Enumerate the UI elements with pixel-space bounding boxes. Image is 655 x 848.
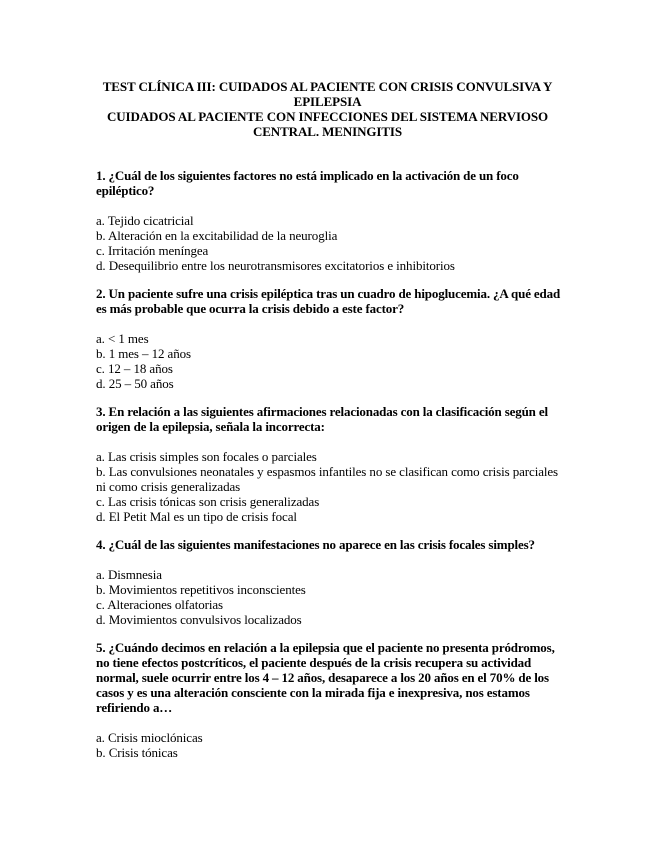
question-3-options [96, 449, 566, 524]
question-4 [96, 537, 566, 627]
option-a: a. Crisis mioclónicas [96, 730, 203, 745]
option-b: b. Alteración en la excitabilidad de la neuroglia [96, 228, 338, 243]
question-3 [96, 404, 566, 524]
option-c: c. Alteraciones olfatorias [96, 597, 223, 612]
option-b: b. Crisis tónicas [96, 745, 178, 760]
title-line-1: TEST CLÍNICA III: CUIDADOS AL PACIENTE CON CRISIS CONVULSIVA Y EPILEPSIA [102, 79, 553, 109]
question-4-options [96, 567, 566, 627]
document-title [96, 79, 559, 139]
option-c: c. Irritación meníngea [96, 243, 209, 258]
question-5-text: 5. ¿Cuándo decimos en relación a la epilepsia que el paciente no presenta pródromos, no tiene efectos postcríticos, el paciente después de la crisis recupera su actividad normal, suele ocurrir entre los 4 – 12 años, desaparece a los 20 años en el 70% de los casos y es una alteración consciente con la mirada fija e inexpresiva, nos estamos refiriendo a… [96, 640, 555, 715]
option-b: b. Las convulsiones neonatales y espasmos infantiles no se clasifican como crisis parciales ni como crisis generalizadas [96, 464, 559, 494]
option-a: a. Las crisis simples son focales o parciales [96, 449, 317, 464]
option-a: a. Dismnesia [96, 567, 162, 582]
question-5 [96, 640, 566, 760]
option-c: c. 12 – 18 años [96, 361, 173, 376]
question-2 [96, 286, 566, 391]
question-2-options [96, 331, 566, 391]
option-d: d. Desequilibrio entre los neurotransmisores excitatorios e inhibitorios [96, 258, 455, 273]
option-c: c. Las crisis tónicas son crisis generalizadas [96, 494, 320, 509]
option-a: a. < 1 mes [96, 331, 149, 346]
option-d: d. El Petit Mal es un tipo de crisis focal [96, 509, 297, 524]
option-d: d. Movimientos convulsivos localizados [96, 612, 302, 627]
option-d: d. 25 – 50 años [96, 376, 174, 391]
option-b: b. 1 mes – 12 años [96, 346, 191, 361]
question-2-text: 2. Un paciente sufre una crisis epiléptica tras un cuadro de hipoglucemia. ¿A qué edad es más probable que ocurra la crisis debido a este factor? [96, 286, 561, 316]
title-line-2: CUIDADOS AL PACIENTE CON INFECCIONES DEL SISTEMA NERVIOSO CENTRAL. MENINGITIS [106, 109, 549, 139]
question-3-text: 3. En relación a las siguientes afirmaciones relacionadas con la clasificación según el origen de la epilepsia, señala la incorrecta: [96, 404, 548, 434]
question-4-text: 4. ¿Cuál de las siguientes manifestaciones no aparece en las crisis focales simples? [96, 537, 535, 552]
option-b: b. Movimientos repetitivos inconscientes [96, 582, 306, 597]
question-1 [96, 168, 566, 273]
question-5-options [96, 730, 566, 760]
option-a: a. Tejido cicatricial [96, 213, 194, 228]
question-1-text: 1. ¿Cuál de los siguientes factores no está implicado en la activación de un foco epiléptico? [96, 168, 519, 198]
question-1-options [96, 213, 566, 273]
